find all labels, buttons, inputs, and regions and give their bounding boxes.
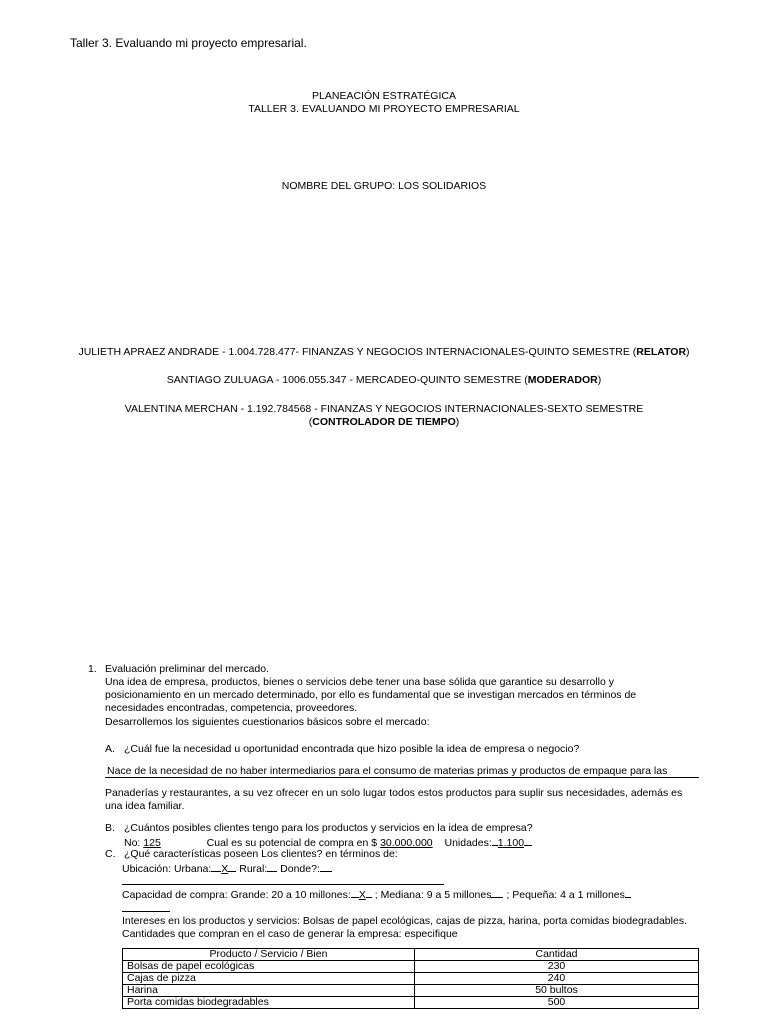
- member-1: [0, 346, 768, 359]
- large-mark: X: [358, 889, 366, 901]
- member-2-info: SANTIAGO ZULUAGA - 1006.055.347 - MERCADEO-QUINTO SEMESTRE (: [166, 374, 528, 386]
- capacity-label: Capacidad de compra: Grande: 20 a 10 millones:: [122, 889, 351, 901]
- section-1-title: Evaluación preliminar del mercado.: [105, 663, 269, 675]
- urban-mark: X: [221, 863, 229, 875]
- units-label: Unidades:: [444, 837, 492, 849]
- answer-a-line-2: Panaderías y restaurantes, a su vez ofrecer en un solo lugar todos estos productos para suplir sus necesidades, además es una idea familiar.: [105, 787, 683, 813]
- member-3-role: CONTROLADOR DE TIEMPO: [312, 416, 456, 429]
- question-c-text: ¿Qué características poseen Los clientes? en términos de:: [124, 848, 398, 860]
- group-name: NOMBRE DEL GRUPO: LOS SOLIDARIOS: [281, 180, 487, 192]
- quantity-cell: 230: [415, 961, 699, 973]
- header-quantity: Cantidad: [415, 949, 699, 961]
- table-row: [123, 997, 699, 1009]
- question-a-letter: A.: [105, 743, 115, 755]
- workshop-title: TALLER 3. EVALUANDO MI PROYECTO EMPRESARIAL: [248, 103, 520, 115]
- quantities-text: Cantidades que compran en el caso de generar la empresa: especifique: [122, 928, 458, 940]
- member-1-close: ): [686, 346, 690, 358]
- section-1-intro: Una idea de empresa, productos, bienes o servicios debe tener una base sólida que garantice su desarrollo y posicionamiento en un mercado determinado, por ello es fundamental que se investigan mercados en términos de necesidades encontradas, competencia, proveedores.: [105, 676, 637, 715]
- question-b-text: ¿Cuántos posibles clientes tengo para los productos y servicios en la idea de empresa?: [124, 822, 533, 834]
- potential-value: 30.000.000: [380, 837, 433, 849]
- answer-a-underline: [105, 777, 699, 778]
- table-row: [123, 961, 699, 973]
- table-row: [123, 985, 699, 997]
- question-b-letter: B.: [105, 822, 115, 834]
- member-1-info: JULIETH APRAEZ ANDRADE - 1.004.728.477- FINANZAS Y NEGOCIOS INTERNACIONALES-QUINTO SEMESTRE (: [78, 346, 637, 358]
- question-c-letter: C.: [105, 848, 116, 860]
- quantity-cell: 50 bultos: [415, 985, 699, 997]
- section-1-instruction: Desarrollemos los siguientes cuestionarios básicos sobre el mercado:: [105, 715, 430, 728]
- location-line: [122, 861, 332, 876]
- document-header-title: Taller 3. Evaluando mi proyecto empresarial.: [70, 36, 307, 50]
- subject-title: PLANEACIÓN ESTRATÉGICA: [312, 90, 456, 102]
- capacity-blank-line: [122, 911, 170, 912]
- location-label: Ubicación: Urbana:: [122, 863, 212, 875]
- member-2-role: MODERADOR: [527, 374, 598, 386]
- medium-label: ; Mediana: 9 a 5 millones: [374, 889, 492, 901]
- member-3: [0, 403, 768, 429]
- products-table: [122, 948, 699, 1009]
- location-blank-line: [122, 884, 444, 885]
- header-product: Producto / Servicio / Bien: [123, 949, 415, 961]
- member-2-close: ): [597, 374, 602, 386]
- interests-text: Intereses en los productos y servicios: Bolsas de papel ecológicas, cajas de pizza, harina, porta comidas biodegradables.: [122, 915, 687, 927]
- product-cell: Harina: [123, 985, 415, 997]
- units-value: 1.100: [497, 837, 525, 849]
- section-1-body: [105, 663, 665, 729]
- capacity-line: [122, 887, 631, 902]
- member-1-role: RELATOR: [636, 346, 687, 358]
- member-3-open: (: [308, 416, 313, 429]
- member-2: [0, 374, 768, 387]
- table-row: [123, 973, 699, 985]
- product-cell: Cajas de pizza: [123, 973, 415, 985]
- quantity-cell: 500: [415, 997, 699, 1009]
- rural-label: Rural:: [239, 863, 268, 875]
- small-label: ; Pequeña: 4 a 1 millones: [506, 889, 625, 901]
- answer-a-line-1: Nace de la necesidad de no haber intermediarios para el consumo de materias primas y productos de empaque para las: [107, 765, 668, 777]
- potential-label: Cual es su potencial de compra en $: [206, 837, 378, 849]
- member-3-info: VALENTINA MERCHAN - 1.192.784568 - FINANZAS Y NEGOCIOS INTERNACIONALES-SEXTO SEMESTRE: [124, 403, 644, 415]
- member-3-close: ): [455, 416, 460, 429]
- clients-count-value: 125: [143, 837, 161, 849]
- clients-count-label: No:: [124, 837, 141, 849]
- where-label: Donde?:: [280, 863, 320, 875]
- section-1-number: 1.: [88, 663, 97, 675]
- quantity-cell: 240: [415, 973, 699, 985]
- product-cell: Porta comidas biodegradables: [123, 997, 415, 1009]
- table-header-row: [123, 949, 699, 961]
- product-cell: Bolsas de papel ecológicas: [123, 961, 415, 973]
- question-a-text: ¿Cuál fue la necesidad u oportunidad encontrada que hizo posible la idea de empresa o negocio?: [124, 743, 580, 755]
